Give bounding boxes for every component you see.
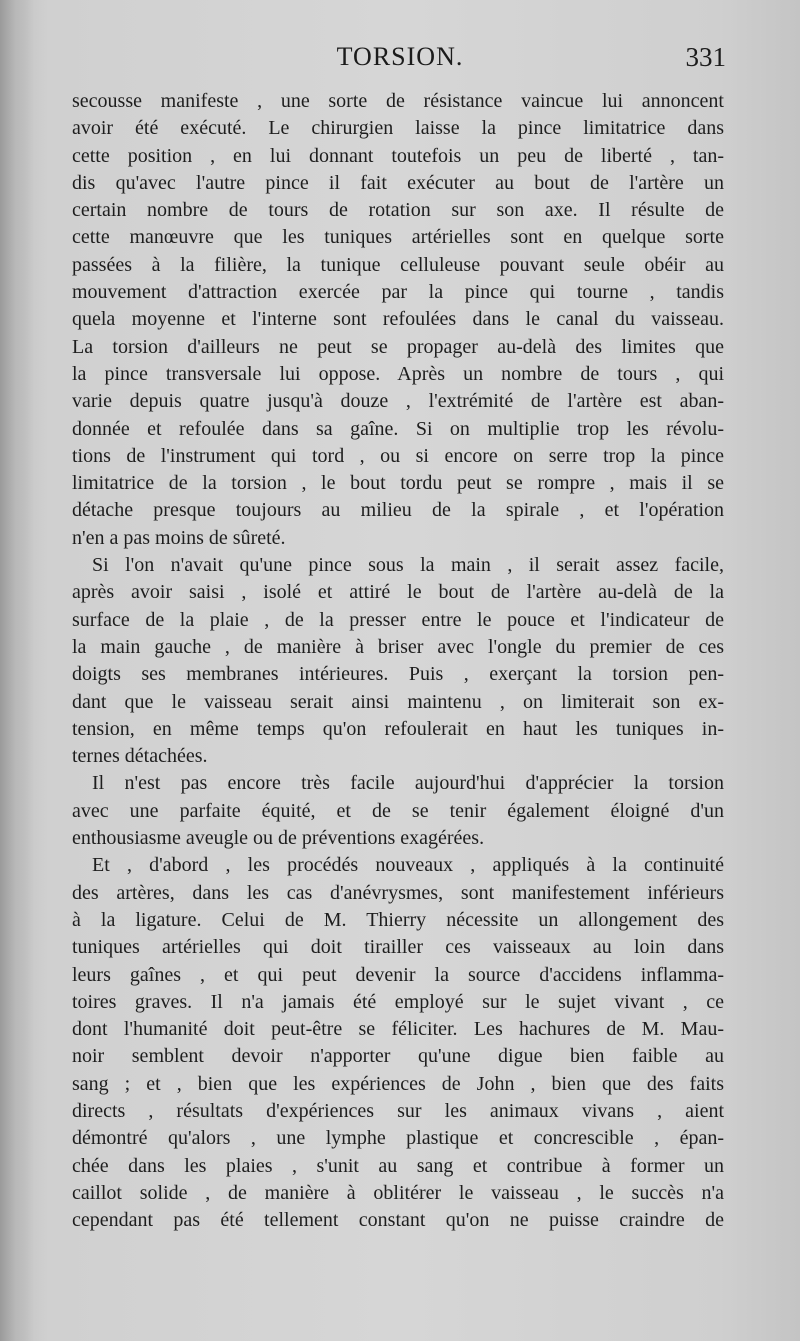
text-line: après avoir saisi , isolé et attiré le bout de l'artère au-delà de la [72,581,724,604]
text-line: cependant pas été tellement constant qu'on ne puisse craindre de [72,1209,724,1232]
gutter-shadow [0,0,34,1341]
text-line: toires graves. Il n'a jamais été employé sur le sujet vivant , ce [72,990,724,1013]
text-line: démontré qu'alors , une lymphe plastique et concrescible , épan- [72,1127,724,1150]
text-line: dis qu'avec l'autre pince il fait exécuter au bout de l'artère un [72,171,724,194]
text-line: dont l'humanité doit peut-être se féliciter. Les hachures de M. Mau- [72,1018,724,1041]
text-line: tension, en même temps qu'on refoulerait en haut les tuniques in- [72,717,724,740]
page-number: 331 [685,42,726,72]
text-line: certain nombre de tours de rotation sur son axe. Il résulte de [72,199,724,222]
text-line: avoir été exécuté. Le chirurgien laisse la pince limitatrice dans [72,117,724,140]
text-line: caillot solide , de manière à oblitérer le vaisseau , le succès n'a [72,1181,724,1204]
text-line: n'en a pas moins de sûreté. [72,526,286,549]
text-line: la pince transversale lui oppose. Après un nombre de tours , qui [72,362,724,385]
text-line: chée dans les plaies , s'unit au sang et contribue à former un [72,1154,724,1177]
text-line: tuniques artérielles qui doit tirailler ces vaisseaux au loin dans [72,936,724,959]
text-line: varie depuis quatre jusqu'à douze , l'extrémité de l'artère est aban- [72,390,724,413]
text-line: détache presque toujours au milieu de la spirale , et l'opération [72,499,724,522]
text-line: surface de la plaie , de la presser entre le pouce et l'indicateur de [72,608,724,631]
text-line: La torsion d'ailleurs ne peut se propager au-delà des limites que [72,335,724,358]
text-line: des artères, dans les cas d'anévrysmes, sont manifestement inférieurs [72,881,724,904]
text-line: Il n'est pas encore très facile aujourd'hui d'apprécier la torsion [92,772,724,795]
paragraph [72,88,724,552]
text-line: ternes détachées. [72,745,208,768]
paragraph [72,552,724,770]
text-line: donnée et refoulée dans sa gaîne. Si on multiplie trop les révolu- [72,417,724,440]
text-line: enthousiasme aveugle ou de préventions exagérées. [72,827,485,850]
text-line: dant que le vaisseau serait ainsi maintenu , on limiterait son ex- [72,690,724,713]
text-line: limitatrice de la torsion , le bout tordu peut se rompre , mais il se [72,472,724,495]
text-line: passées à la filière, la tunique celluleuse pouvant seule obéir au [72,253,724,276]
text-line: noir semblent devoir n'apporter qu'une digue bien faible au [72,1045,724,1068]
text-line: secousse manifeste , une sorte de résistance vaincue lui annoncent [72,90,724,112]
text-line: Et , d'abord , les procédés nouveaux , appliqués à la continuité [92,854,724,877]
running-title: TORSION. [336,42,464,71]
text-line: quela moyenne et l'interne sont refoulées dans le canal du vaisseau. [72,308,724,331]
page-header [74,40,726,76]
text-line: Si l'on n'avait qu'une pince sous la main , il serait assez facile, [92,554,724,577]
text-line: doigts ses membranes intérieures. Puis , exerçant la torsion pen- [72,663,724,686]
text-line: avec une parfaite équité, et de se tenir également éloigné d'un [72,799,724,822]
paragraph [72,852,724,1234]
text-line: leurs gaînes , et qui peut devenir la source d'accidens inflamma- [72,963,724,986]
text-line: tions de l'instrument qui tord , ou si encore on serre trop la pince [72,444,724,467]
text-line: cette manœuvre que les tuniques artérielles sont en quelque sorte [72,226,724,249]
text-line: mouvement d'attraction exercée par la pince qui tourne , tandis [72,281,724,304]
text-line: à la ligature. Celui de M. Thierry nécessite un allongement des [72,908,724,931]
body-text [72,88,724,1234]
text-line: cette position , en lui donnant toutefois un peu de liberté , tan- [72,144,724,167]
text-line: directs , résultats d'expériences sur les animaux vivans , aient [72,1099,724,1122]
text-line: la main gauche , de manière à briser avec l'ongle du premier de ces [72,635,724,658]
paragraph [72,770,724,852]
text-line: sang ; et , bien que les expériences de John , bien que des faits [72,1072,724,1095]
